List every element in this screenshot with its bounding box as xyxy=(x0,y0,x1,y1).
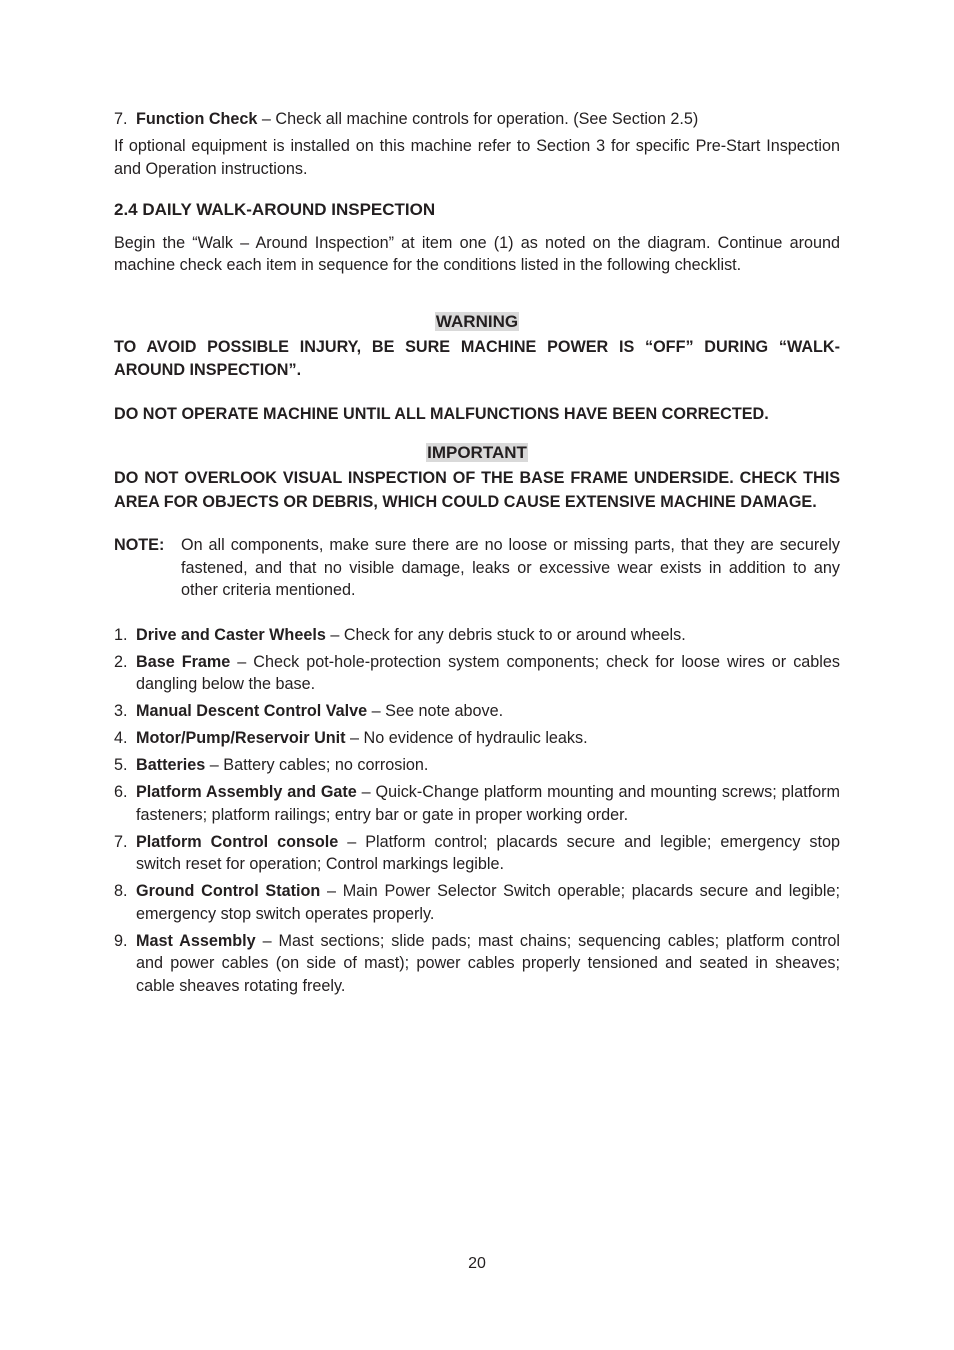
section-heading: 2.4 DAILY WALK-AROUND INSPECTION xyxy=(114,200,436,219)
note-text: On all components, make sure there are no loose or missing parts, that they are securely fastened, and that no visible damage, leaks or excessive wear exists in addition to any other criteria mentioned. xyxy=(181,536,840,599)
item-number: 8. xyxy=(114,882,128,900)
item-body xyxy=(136,831,840,876)
item-number: 7. xyxy=(114,110,128,128)
warning-title xyxy=(114,311,840,334)
warning-text-malfunctions: DO NOT OPERATE MACHINE UNTIL ALL MALFUNCTIONS HAVE BEEN CORRECTED. xyxy=(114,405,769,423)
item-number: 9. xyxy=(114,931,128,950)
item-title: Platform Control console xyxy=(136,832,339,851)
item-text: – Platform control; placards secure and legible; emergency stop switch reset for operation; Control markings legible. xyxy=(136,832,840,873)
item-title: Drive and Caster Wheels xyxy=(136,625,326,644)
optional-equipment-note: If optional equipment is installed on this machine refer to Section 3 for specific Pre-Start Inspection and Operation instructions. xyxy=(114,137,840,178)
checklist-item xyxy=(114,831,840,876)
item-body xyxy=(136,727,840,750)
checklist-item xyxy=(114,754,840,777)
checklist-item xyxy=(114,930,840,998)
item-title: Motor/Pump/Reservoir Unit xyxy=(136,729,346,747)
item-text: – See note above. xyxy=(367,702,504,720)
item-text: – Mast sections; slide pads; mast chains; sequencing cables; platform control and power cables (on side of mast); power cables properly tensioned and seated in sheaves; cable sheaves rotating freely. xyxy=(136,931,840,995)
item-text: – Battery cables; no corrosion. xyxy=(205,756,429,774)
item-title: Manual Descent Control Valve xyxy=(136,702,368,720)
item-number: 3. xyxy=(114,702,128,720)
item-number: 5. xyxy=(114,756,128,774)
item-title: Platform Assembly and Gate xyxy=(136,783,357,801)
item-number: 7. xyxy=(114,832,128,851)
checklist-item xyxy=(114,880,840,925)
function-check-item xyxy=(114,108,840,131)
page-number: 20 xyxy=(468,1255,486,1272)
item-text: – Quick-Change platform mounting and mounting screws; platform fasteners; platform railings; entry bar or gate in proper working order. xyxy=(136,783,840,824)
item-body xyxy=(136,930,840,998)
item-number: 4. xyxy=(114,729,128,747)
item-body xyxy=(136,624,840,647)
important-title xyxy=(114,442,840,465)
item-body xyxy=(136,754,840,777)
item-text: – Main Power Selector Switch operable; placards secure and legible; emergency stop switch operates properly. xyxy=(136,882,840,923)
item-body xyxy=(136,108,840,131)
item-title: Function Check xyxy=(136,110,258,128)
item-body xyxy=(136,880,840,925)
item-text: – Check for any debris stuck to or around wheels. xyxy=(325,625,686,644)
item-body xyxy=(136,781,840,826)
note-block xyxy=(114,534,840,602)
item-title: Ground Control Station xyxy=(136,882,321,900)
checklist-item xyxy=(114,727,840,750)
item-body xyxy=(136,651,840,696)
item-text: – No evidence of hydraulic leaks. xyxy=(345,729,588,747)
item-title: Base Frame xyxy=(136,652,231,671)
inspection-checklist xyxy=(114,624,840,998)
important-title-text: IMPORTANT xyxy=(427,442,527,462)
item-number: 2. xyxy=(114,652,128,671)
item-title: Batteries xyxy=(136,756,206,774)
item-number: 1. xyxy=(114,625,128,644)
warning-title-text: WARNING xyxy=(435,311,519,331)
warning-text-power-off: TO AVOID POSSIBLE INJURY, BE SURE MACHINE POWER IS “OFF” DURING “WALK-AROUND INSPECTION”. xyxy=(114,338,840,379)
item-number: 6. xyxy=(114,783,128,801)
checklist-item xyxy=(114,700,840,723)
section-intro: Begin the “Walk – Around Inspection” at item one (1) as noted on the diagram. Continue around machine check each item in sequence for the conditions listed in the following checklist. xyxy=(114,233,840,274)
item-text: – Check all machine controls for operation. (See Section 2.5) xyxy=(257,110,699,128)
item-body xyxy=(136,700,840,723)
manual-page xyxy=(114,108,840,1002)
note-label: NOTE: xyxy=(114,536,165,554)
checklist-item xyxy=(114,651,840,696)
checklist-item xyxy=(114,624,840,647)
item-text: – Check pot-hole-protection system components; check for loose wires or cables dangling below the base. xyxy=(136,652,840,693)
item-title: Mast Assembly xyxy=(136,931,256,950)
important-text: DO NOT OVERLOOK VISUAL INSPECTION OF THE BASE FRAME UNDERSIDE. CHECK THIS AREA FOR OBJECTS OR DEBRIS, WHICH COULD CAUSE EXTENSIVE MACHINE DAMAGE. xyxy=(114,469,840,511)
checklist-item xyxy=(114,781,840,826)
